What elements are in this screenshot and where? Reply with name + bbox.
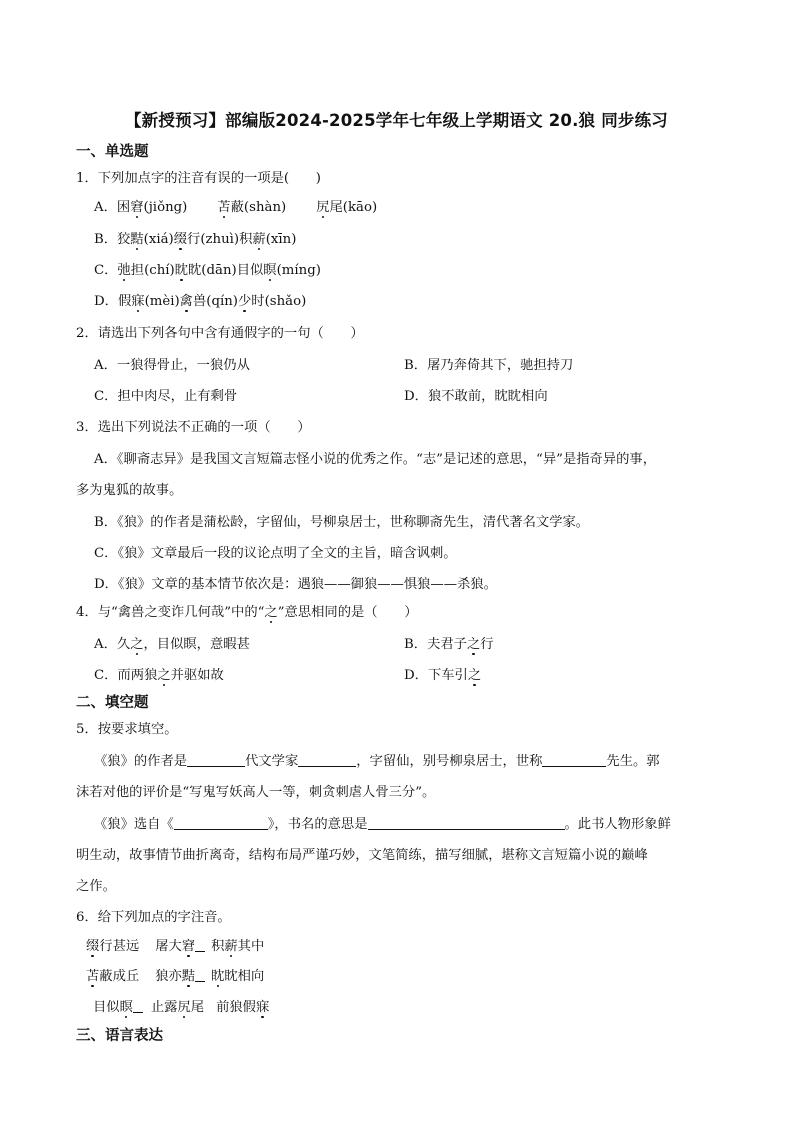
question-1-option-b: B．狡黠(xiá)缀行(zhuì)积薪(xīn) (94, 228, 296, 247)
fill-blank-title-name[interactable] (542, 752, 606, 767)
pinyin-blank[interactable] (133, 1000, 143, 1013)
section-heading-fill-in: 二、填空题 (76, 695, 149, 711)
question-3-option-a-line-1: A．《聊斋志异》是我国文言短篇志怪小说的优秀之作。“志”是记述的意思，“异”是指奇异的事， (94, 452, 657, 467)
question-3-option-c: C．《狼》文章最后一段的议论点明了全文的主旨，暗含讽刺。 (94, 546, 457, 561)
question-4-option-d: D．下车引之 (404, 664, 481, 683)
pinyin-blank[interactable] (195, 939, 205, 952)
question-2-option-b: B．屠乃奔倚其下，驰担持刀 (404, 358, 574, 373)
fill-blank-book[interactable] (174, 815, 268, 830)
question-5-line-5: 之作。 (76, 879, 116, 894)
question-5-line-4: 明生动，故事情节曲折离奇，结构布局严谨巧妙，文笔简练，描写细腻，堪称文言短篇小说的巅峰 (76, 848, 648, 863)
question-5-line-3: 《狼》选自《 》，书名的意思是 。此书人物形象鲜 (94, 817, 671, 832)
question-1-stem: 1．下列加点字的注音有误的一项是( ) (76, 171, 321, 186)
question-5-stem: 5．按要求填空。 (76, 722, 178, 737)
question-6-row-3: 目似瞑 止露尻尾 前狼假寐 (93, 996, 269, 1015)
fill-blank-dynasty[interactable] (187, 752, 245, 767)
question-2-stem: 2．请选出下列各句中含有通假字的一句（ ） (76, 326, 364, 341)
question-3-stem: 3．选出下列说法不正确的一项（ ） (76, 420, 311, 435)
question-6-row-1: 缀行甚远 屠大窘 积薪其中 (86, 935, 264, 954)
question-5-line-1: 《狼》的作者是 代文学家 ，字留仙，别号柳泉居士，世称 先生。郭 (94, 754, 660, 769)
question-6-row-2: 苫蔽成丘 狼亦黠 眈眈相向 (86, 965, 264, 984)
question-4-option-b: B．夫君子之行 (404, 633, 494, 652)
page-title: 【新授预习】部编版2024-2025学年七年级上学期语文 20.狼 同步练习 (124, 111, 668, 130)
question-1-option-d: D．假寐(mèi)禽兽(qín)少时(shǎo) (94, 290, 306, 309)
fill-blank-book-meaning[interactable] (368, 815, 565, 830)
question-4-option-c: C．而两狼之并驱如故 (94, 664, 224, 683)
section-heading-language-expression: 三、语言表达 (76, 1028, 163, 1044)
question-2-option-a: A．一狼得骨止，一狼仍从 (94, 358, 250, 373)
question-4-option-a: A．久之，目似瞑，意暇甚 (94, 633, 250, 652)
question-6-stem: 6．给下列加点的字注音。 (76, 910, 231, 925)
question-3-option-b: B．《狼》的作者是蒲松龄，字留仙，号柳泉居士，世称聊斋先生，清代著名文学家。 (94, 515, 590, 530)
question-1-option-c: C．弛担(chí)眈眈(dān)目似瞑(míng) (94, 259, 321, 278)
question-4-stem: 4．与“禽兽之变诈几何哉”中的“之”意思相同的是（ ） (76, 601, 418, 620)
question-5-line-2: 沫若对他的评价是“写鬼写妖高人一等，刺贪刺虐人骨三分”。 (76, 785, 436, 800)
section-heading-single-choice: 一、单选题 (76, 144, 149, 160)
question-3-option-d: D．《狼》文章的基本情节依次是：遇狼——御狼——惧狼——杀狼。 (94, 577, 497, 592)
pinyin-blank[interactable] (195, 969, 205, 982)
question-2-option-d: D．狼不敢前，眈眈相向 (404, 389, 548, 404)
question-1-option-a: A．困窘(jiǒng) 苫蔽(shàn) 尻尾(kāo) (94, 196, 377, 215)
question-3-option-a-line-2: 多为鬼狐的故事。 (76, 483, 183, 498)
question-2-option-c: C．担中肉尽，止有剩骨 (94, 389, 238, 404)
fill-blank-author[interactable] (298, 752, 356, 767)
